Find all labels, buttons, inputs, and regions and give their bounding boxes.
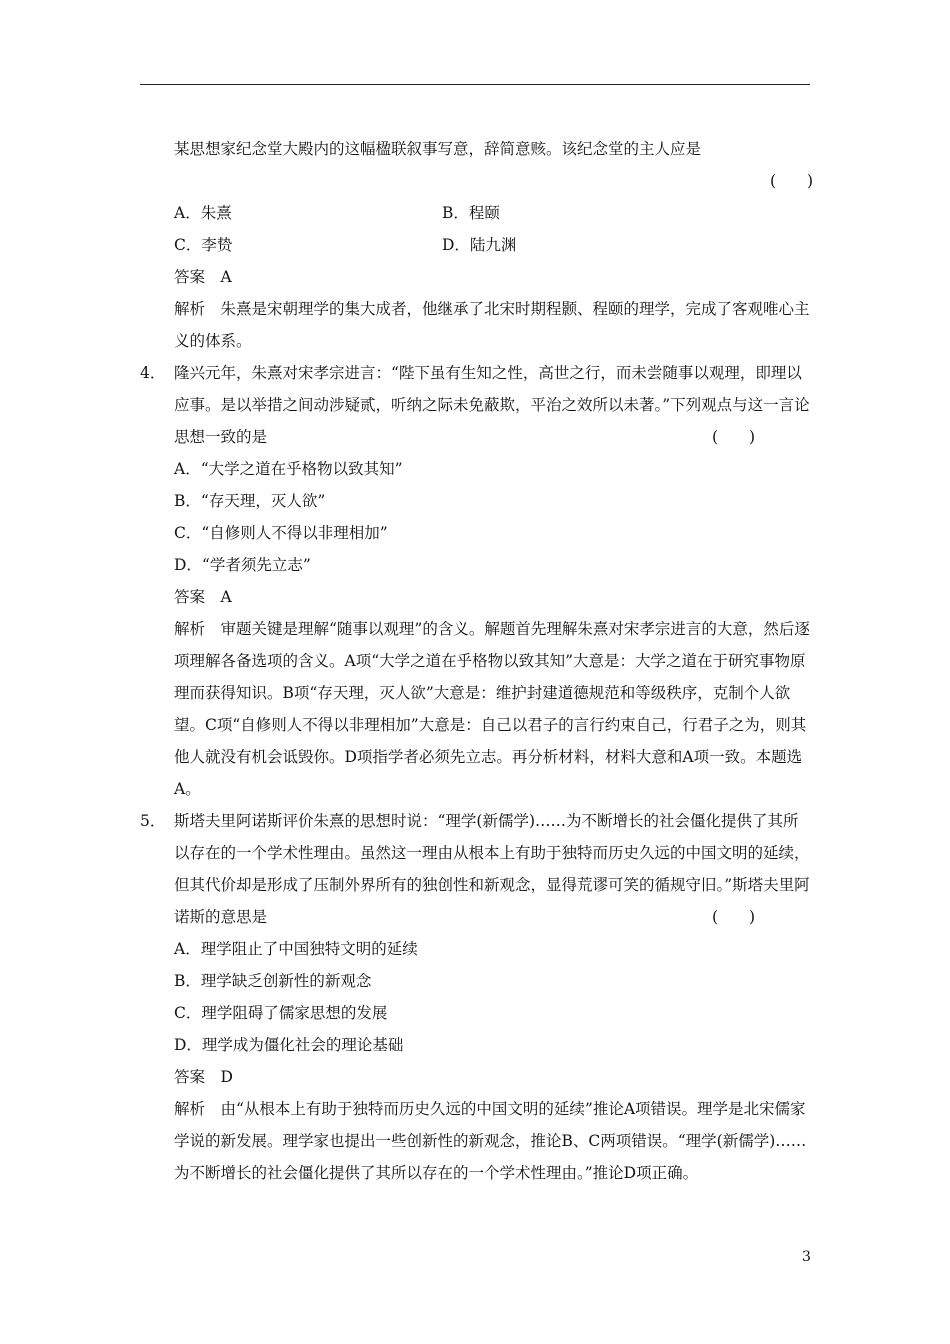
q5-option-d: D．理学成为僵化社会的理论基础: [174, 1036, 404, 1054]
q5-analysis: 解析 由“从根本上有助于独特而历史久远的中国文明的延续”推论A项错误。理学是北宋儒家学说的新发展。理学家也提出一些创新性的新观念，推论B、C两项错误。“理学(新儒学)……为不断增长的社会僵化提供了其所以存在的一个学术性理由。”推论D项正确。: [174, 1100, 807, 1182]
q3-option-a: A．朱熹: [174, 204, 232, 222]
q3-analysis: 解析 朱熹是宋朝理学的集大成者，他继承了北宋时期程颢、程颐的理学，完成了客观唯心主义的体系。: [174, 300, 810, 350]
q5-answer: 答案 D: [174, 1068, 233, 1086]
q4-answer: 答案 A: [174, 588, 232, 606]
q4-stem: 隆兴元年，朱熹对宋孝宗进言：“陛下虽有生知之性，高世之行，而未尝随事以观理，即理以应事。是以举措之间动涉疑贰，听纳之际未免蔽欺，平治之效所以未著。”下列观点与这一言论思想一致的是: [174, 364, 810, 446]
q4-analysis: 解析 审题关键是理解“随事以观理”的含义。解题首先理解朱熹对宋孝宗进言的大意，然后逐项理解各备选项的含义。A项“大学之道在乎格物以致其知”大意是：大学之道在于研究事物原理而获得知识。B项“存天理，灭人欲”大意是：维护封建道德规范和等级秩序，克制个人欲望。C项“自修则人不得以非理相加”大意是：自己以君子的言行约束自己，行君子之为，则其他人就没有机会诋毁你。D项指学者必须先立志。再分析材料，材料大意和A项一致。本题选A。: [174, 620, 810, 798]
q4-option-b: B．“存天理，灭人欲”: [174, 492, 326, 510]
q5-answer-paren: ( ): [712, 908, 756, 926]
q5-number: 5．: [140, 812, 166, 830]
page-number: 3: [802, 1249, 811, 1265]
q3-stem: 某思想家纪念堂大殿内的这幅楹联叙事写意，辞简意赅。该纪念堂的主人应是: [174, 140, 702, 158]
q3-option-c: C．李贽: [174, 236, 233, 254]
q3-answer-paren: ( ): [770, 172, 814, 190]
header-rule: [140, 84, 810, 85]
q4-option-c: C．“自修则人不得以非理相加”: [174, 524, 388, 542]
q5-stem: 斯塔夫里阿诺斯评价朱熹的思想时说：“理学(新儒学)……为不断增长的社会僵化提供了其所以存在的一个学术性理由。虽然这一理由从根本上有助于独特而历史久远的中国文明的延续，但其代价却是形成了压制外界所有的独创性和新观念，显得荒谬可笑的循规守旧。”斯塔夫里阿诺斯的意思是: [174, 812, 810, 926]
q4-option-a: A．“大学之道在乎格物以致其知”: [174, 460, 403, 478]
q5-option-a: A．理学阻止了中国独特文明的延续: [174, 940, 418, 958]
q3-option-b: B．程颐: [442, 204, 500, 222]
q5-option-c: C．理学阻碍了儒家思想的发展: [174, 1004, 388, 1022]
q3-answer: 答案 A: [174, 268, 232, 286]
q4-answer-paren: ( ): [712, 428, 756, 446]
q4-number: 4．: [140, 364, 166, 382]
q4-option-d: D．“学者须先立志”: [174, 556, 311, 574]
q3-option-d: D．陆九渊: [442, 236, 517, 254]
q5-option-b: B．理学缺乏创新性的新观念: [174, 972, 372, 990]
